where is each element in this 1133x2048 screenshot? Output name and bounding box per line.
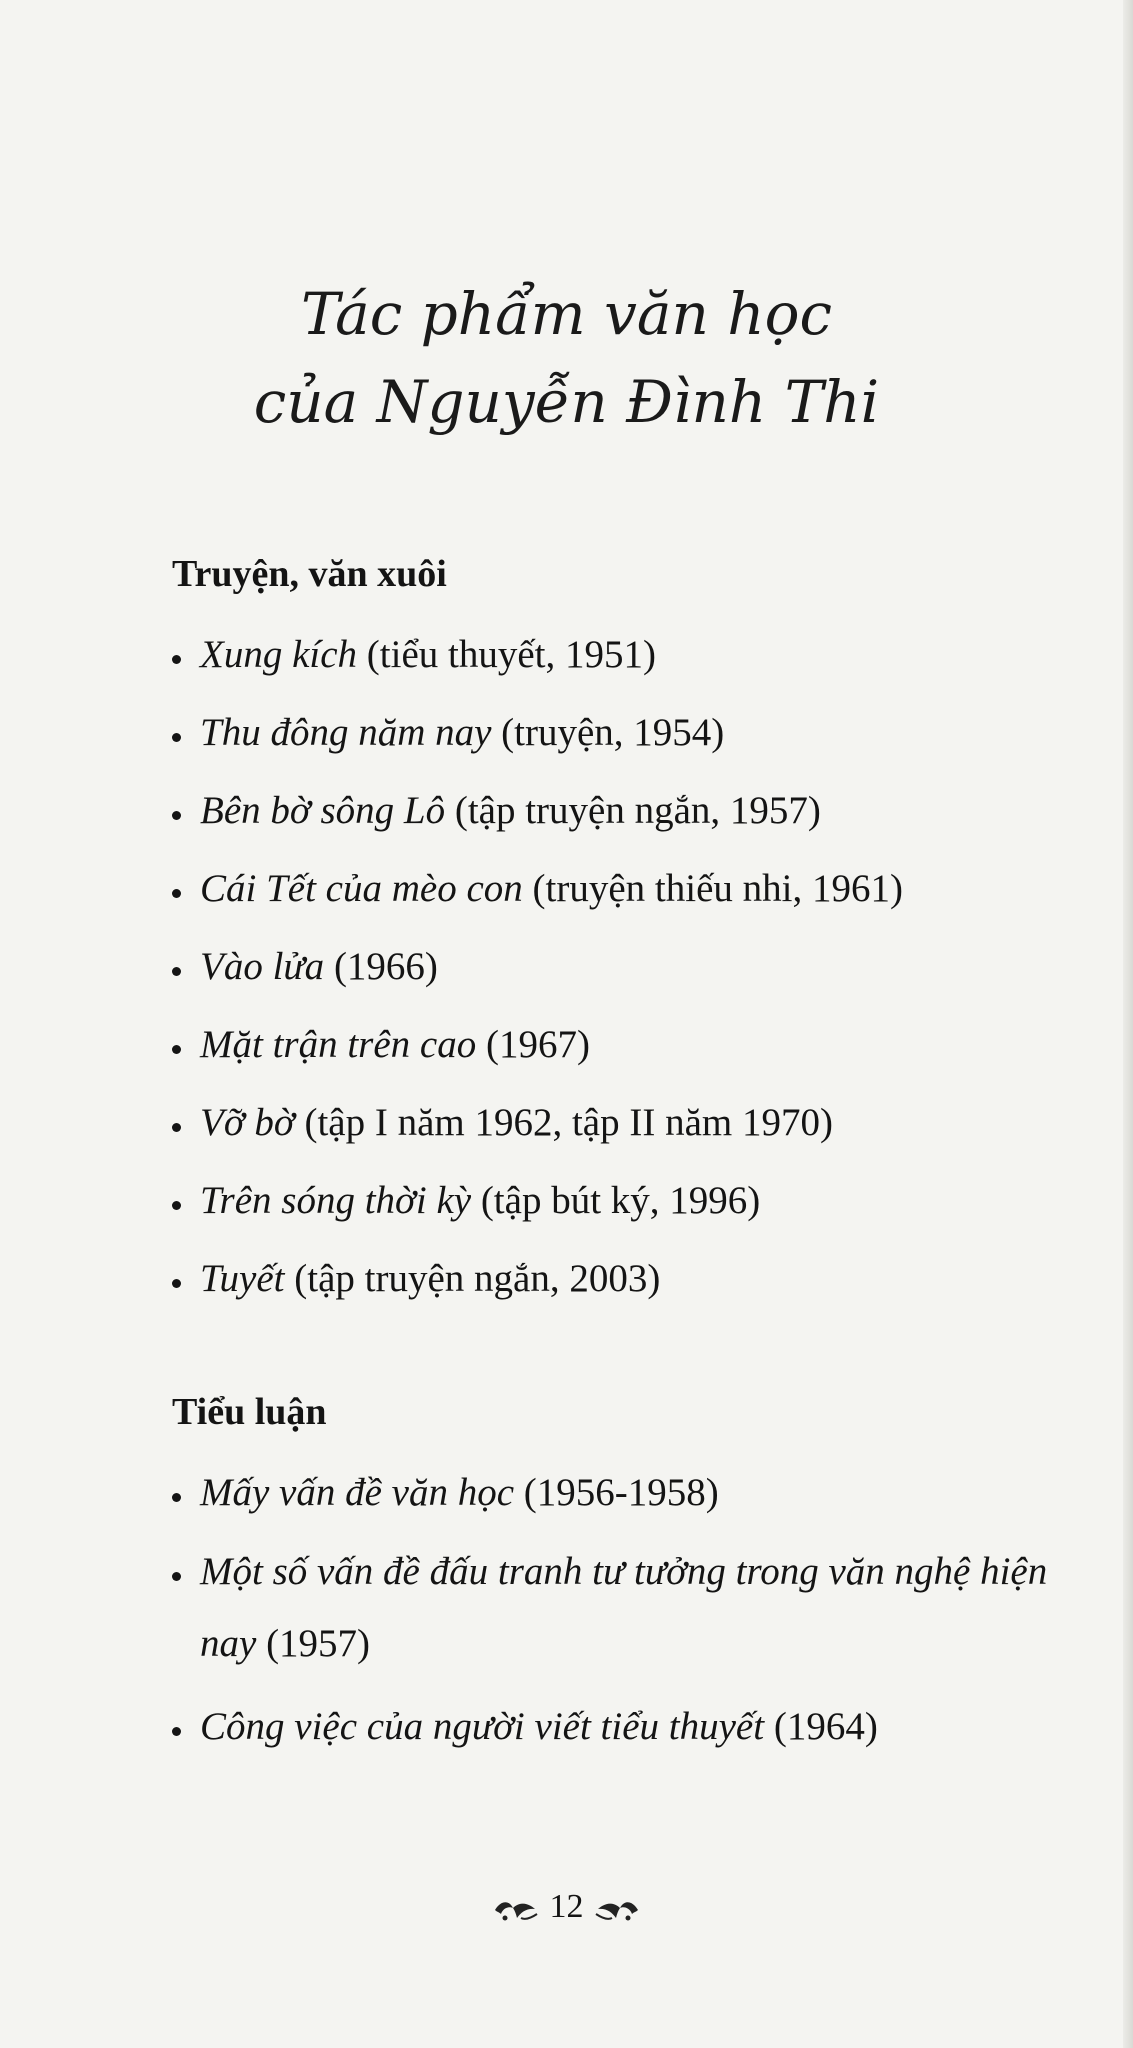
list-item <box>172 1240 903 1318</box>
work-note: (1957) <box>256 1622 371 1665</box>
list-item <box>172 928 903 1006</box>
work-title: Mặt trận trên cao <box>200 1023 477 1066</box>
list-item <box>172 1084 903 1162</box>
work-note: (tập bút ký, 1996) <box>471 1179 761 1222</box>
work-title: Vỡ bờ <box>200 1101 295 1144</box>
work-title: Trên sóng thời kỳ <box>200 1179 472 1222</box>
work-note: (1956-1958) <box>514 1471 719 1514</box>
work-title: Xung kích <box>200 633 358 676</box>
work-note: (1967) <box>476 1023 590 1066</box>
essay-works-list <box>172 1454 1080 1766</box>
work-note: (1966) <box>324 945 438 988</box>
work-note: (tập I năm 1962, tập II năm 1970) <box>294 1101 833 1144</box>
list-item <box>172 1688 1080 1766</box>
work-title: Công việc của người viết tiểu thuyết <box>200 1705 765 1748</box>
page-title <box>0 270 1133 446</box>
work-title: Mấy vấn đề văn học <box>200 1471 515 1514</box>
list-item <box>172 772 903 850</box>
list-item <box>172 616 903 694</box>
work-title: Thu đông năm nay <box>200 711 492 754</box>
section-heading-prose: Truyện, văn xuôi <box>172 553 447 595</box>
list-item <box>172 1006 903 1084</box>
work-note: (tập truyện ngắn, 1957) <box>445 789 821 832</box>
left-floral-ornament-icon <box>491 1894 541 1924</box>
work-note: (truyện, 1954) <box>491 711 725 754</box>
work-note: (truyện thiếu nhi, 1961) <box>522 867 903 910</box>
work-title: Bên bờ sông Lô <box>200 789 446 832</box>
page-footer <box>0 1888 1133 1926</box>
list-item <box>172 850 903 928</box>
page-number: 12 <box>549 1888 584 1925</box>
title-line-1: Tác phẩm văn học <box>300 280 833 348</box>
work-note: (tập truyện ngắn, 2003) <box>284 1257 661 1300</box>
work-title: Vào lửa <box>200 945 325 988</box>
work-title: Tuyết <box>200 1257 285 1300</box>
work-title: Cái Tết của mèo con <box>200 867 523 910</box>
title-line-2: của Nguyễn Đình Thi <box>253 368 880 436</box>
work-note: (tiểu thuyết, 1951) <box>357 633 656 676</box>
work-title: Một số vấn đề đấu tranh tư tưởng trong văn nghệ hiện nay <box>200 1550 1048 1665</box>
list-item <box>172 694 903 772</box>
list-item <box>172 1536 1080 1680</box>
list-item <box>172 1454 1080 1532</box>
work-note: (1964) <box>764 1705 878 1748</box>
prose-works-list <box>172 616 903 1318</box>
right-floral-ornament-icon <box>592 1894 642 1924</box>
list-item <box>172 1162 903 1240</box>
section-heading-essays: Tiểu luận <box>172 1391 327 1433</box>
